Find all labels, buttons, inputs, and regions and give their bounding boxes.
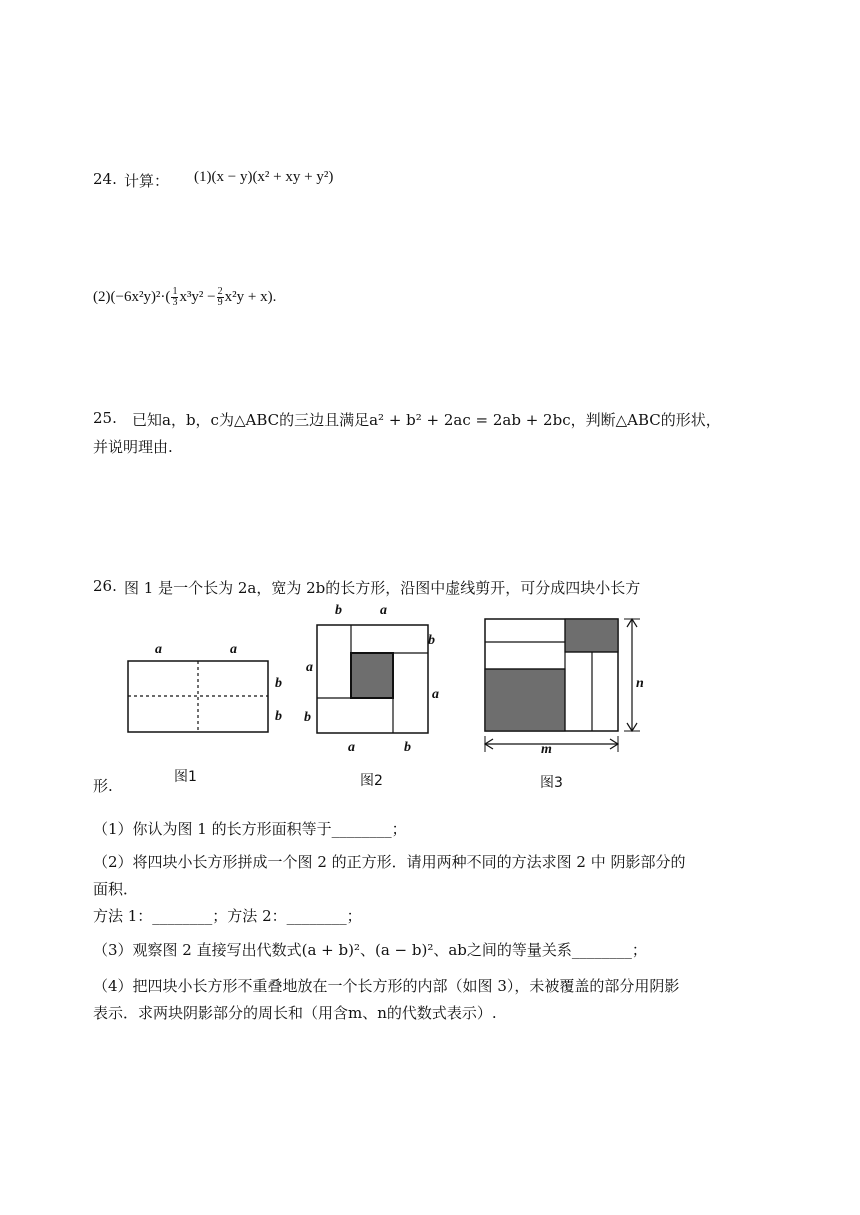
fig2-label-bottom-a: a	[348, 740, 355, 755]
q24-part2	[93, 287, 276, 308]
fig2-label-bottom-b: b	[404, 740, 411, 755]
fig1-caption: 图1	[174, 769, 197, 785]
fig2-label-top-a: a	[380, 603, 387, 618]
frac2-num: 2	[217, 286, 223, 297]
fig3-caption: 图3	[540, 775, 563, 791]
q24-prompt: 计算：	[124, 172, 170, 190]
frac2-den: 9	[217, 297, 223, 308]
figure-3	[478, 612, 648, 760]
fig3-label-n: n	[636, 676, 644, 691]
q26-line1-end: 形.	[93, 777, 113, 795]
q26-sub1: （1）你认为图 1 的长方形面积等于________；	[93, 820, 407, 838]
q26-line1: 图 1 是一个长为 2a，宽为 2b的长方形，沿图中虚线剪开，可分成四块小长方	[124, 579, 641, 597]
q25-line1: 已知a，b，c为△ABC的三边且满足a² + b² + 2ac = 2ab + 2bc，判断△ABC的形状，	[132, 411, 721, 429]
fig2-label-left-a: a	[306, 660, 313, 675]
fig3-shaded-top-right	[565, 619, 618, 652]
q24-frac1	[171, 287, 178, 308]
frac1-num: 1	[172, 286, 178, 297]
q26-sub2-line2: 面积．	[93, 880, 139, 898]
fig1-label-b2: b	[275, 709, 282, 724]
q26-sub2-line3: 方法 1：________；方法 2：________；	[93, 907, 362, 925]
fig1-label-a1: a	[155, 642, 162, 657]
q25-number: 25.	[93, 409, 117, 427]
q24-number: 24.	[93, 170, 117, 188]
fig2-label-right-b: b	[428, 633, 435, 648]
fig1-label-a2: a	[230, 642, 237, 657]
q24-part2-end: x²y + x).	[224, 288, 277, 305]
q26-number: 26.	[93, 577, 117, 595]
q24-part2-start: (2)(−6x²y)²·(	[93, 288, 171, 305]
q25-line2: 并说明理由.	[93, 438, 173, 456]
fig1-label-b1: b	[275, 676, 282, 691]
q24-part2-mid: x³y² −	[179, 288, 216, 305]
fig2-shaded-square	[351, 653, 393, 698]
q24-frac2	[217, 287, 224, 308]
fig2-label-top-b: b	[335, 603, 342, 618]
q26-sub4-line2: 表示．求两块阴影部分的周长和（用含m、n的代数式表示）.	[93, 1004, 497, 1022]
fig2-label-left-b: b	[304, 710, 311, 725]
frac1-den: 3	[172, 297, 178, 308]
figure-1	[120, 638, 280, 748]
fig2-label-right-a: a	[432, 687, 439, 702]
q24-part1: (1)(x − y)(x² + xy + y²)	[194, 169, 334, 185]
figure-2	[310, 618, 435, 738]
q26-sub4-line1: （4）把四块小长方形不重叠地放在一个长方形的内部（如图 3），未被覆盖的部分用阴影	[93, 977, 680, 995]
q26-sub3: （3）观察图 2 直接写出代数式(a + b)²、(a − b)²、ab之间的等量关系________；	[93, 941, 647, 959]
fig3-shaded-bottom-left	[485, 669, 565, 731]
fig2-caption: 图2	[360, 773, 383, 789]
fig3-label-m: m	[541, 742, 552, 757]
q26-sub2-line1: （2）将四块小长方形拼成一个图 2 的正方形．请用两种不同的方法求图 2 中 阴影部分的	[93, 853, 686, 871]
